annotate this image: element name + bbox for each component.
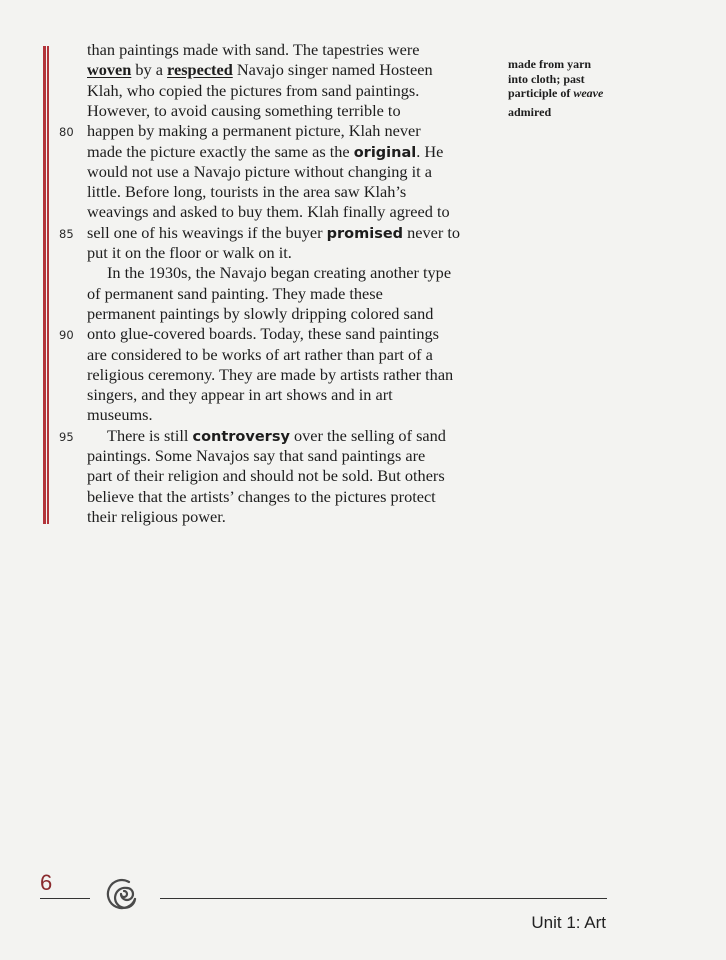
vocabulary-word: woven (87, 60, 132, 80)
passage-text: weavings and asked to buy them. Klah finally agreed to (87, 202, 450, 222)
passage-text: made the picture exactly the same as the (87, 141, 354, 161)
passage-text: happen by making a permanent picture, Klah never (87, 121, 421, 141)
passage-line (87, 202, 450, 222)
line-number: 80 (59, 125, 74, 140)
gloss-woven-line2: into cloth; past (508, 71, 585, 86)
passage-text: believe that the artists’ changes to the pictures protect (87, 486, 436, 506)
line-number: 85 (59, 226, 74, 241)
footer-rule (160, 898, 607, 899)
passage-line (87, 121, 421, 141)
key-word: original (353, 144, 417, 161)
passage-text: over the selling of sand (289, 425, 446, 445)
passage-text: In the 1930s, the Navajo began creating another type (107, 263, 452, 283)
unit-label: Unit 1: Art (531, 913, 606, 932)
passage-text: part of their religion and should not be sold. But others (87, 466, 445, 486)
passage-text: Klah, who copied the pictures from sand paintings. (87, 80, 420, 100)
passage-line (87, 142, 443, 163)
passage-line (87, 345, 433, 365)
passage-text: museums. (87, 405, 153, 425)
gloss-respected: admired (508, 105, 552, 119)
passage-line (87, 182, 406, 202)
passage-line (87, 466, 445, 486)
passage-text: onto glue-covered boards. Today, these sand paintings (87, 324, 439, 344)
gloss-woven-line3-word: weave (573, 86, 604, 100)
passage-line (87, 304, 433, 324)
passage-text: never to (403, 222, 461, 242)
passage-line (87, 162, 432, 182)
passage-line (107, 263, 451, 283)
passage-line (87, 40, 419, 60)
gloss-woven-line1: made from yarn (508, 57, 592, 71)
passage-text: of permanent sand painting. They made these (87, 283, 383, 303)
passage-line (87, 223, 460, 244)
passage-text: However, to avoid causing something terrible to (87, 100, 401, 120)
passage-text: . He (416, 141, 444, 161)
passage-text: would not use a Navajo picture without changing it a (87, 161, 432, 181)
passage-line (87, 81, 419, 101)
passage-line (87, 101, 401, 121)
page-number-rule (40, 898, 90, 899)
passage-line (87, 385, 393, 405)
swirl-logo-icon (104, 874, 144, 914)
passage-text: There is still (107, 425, 193, 445)
gloss-woven-line3 (508, 86, 603, 101)
passage-text: paintings. Some Navajos say that sand paintings are (87, 446, 426, 465)
gloss-woven (508, 57, 603, 101)
passage-line (87, 446, 425, 466)
passage-line (87, 487, 436, 507)
line-number: 95 (59, 429, 74, 444)
passage-text: than paintings made with sand. The tapestries were (87, 40, 420, 59)
passage-text: their religious power. (87, 506, 226, 526)
passage-text: put it on the floor or walk on it. (87, 243, 292, 262)
passage-text: sell one of his weavings if the buyer (87, 222, 327, 242)
key-word: controversy (192, 428, 290, 445)
passage-text: singers, and they appear in art shows and in art (87, 385, 393, 405)
line-number: 90 (59, 328, 74, 343)
passage-text: Navajo singer named Hosteen (232, 60, 433, 80)
passage-line (87, 60, 433, 80)
margin-rule (43, 46, 49, 524)
passage-line (107, 426, 446, 447)
passage-text: permanent paintings by slowly dripping colored sand (87, 303, 434, 323)
key-word: promised (326, 225, 404, 242)
vocabulary-word: respected (167, 60, 233, 80)
passage-line (87, 243, 292, 263)
passage-text: religious ceremony. They are made by artists rather than (87, 364, 454, 384)
passage-line (87, 507, 226, 527)
passage-text: little. Before long, tourists in the area saw Klah’s (87, 182, 407, 202)
passage-line (87, 365, 453, 385)
passage-line (87, 405, 153, 425)
passage-line (87, 324, 439, 344)
gloss-woven-line3-prefix: participle of (508, 86, 574, 100)
passage-line (87, 284, 383, 304)
passage-text: by a (131, 60, 168, 80)
passage-text: are considered to be works of art rather than part of a (87, 344, 433, 364)
page-number: 6 (40, 870, 53, 895)
